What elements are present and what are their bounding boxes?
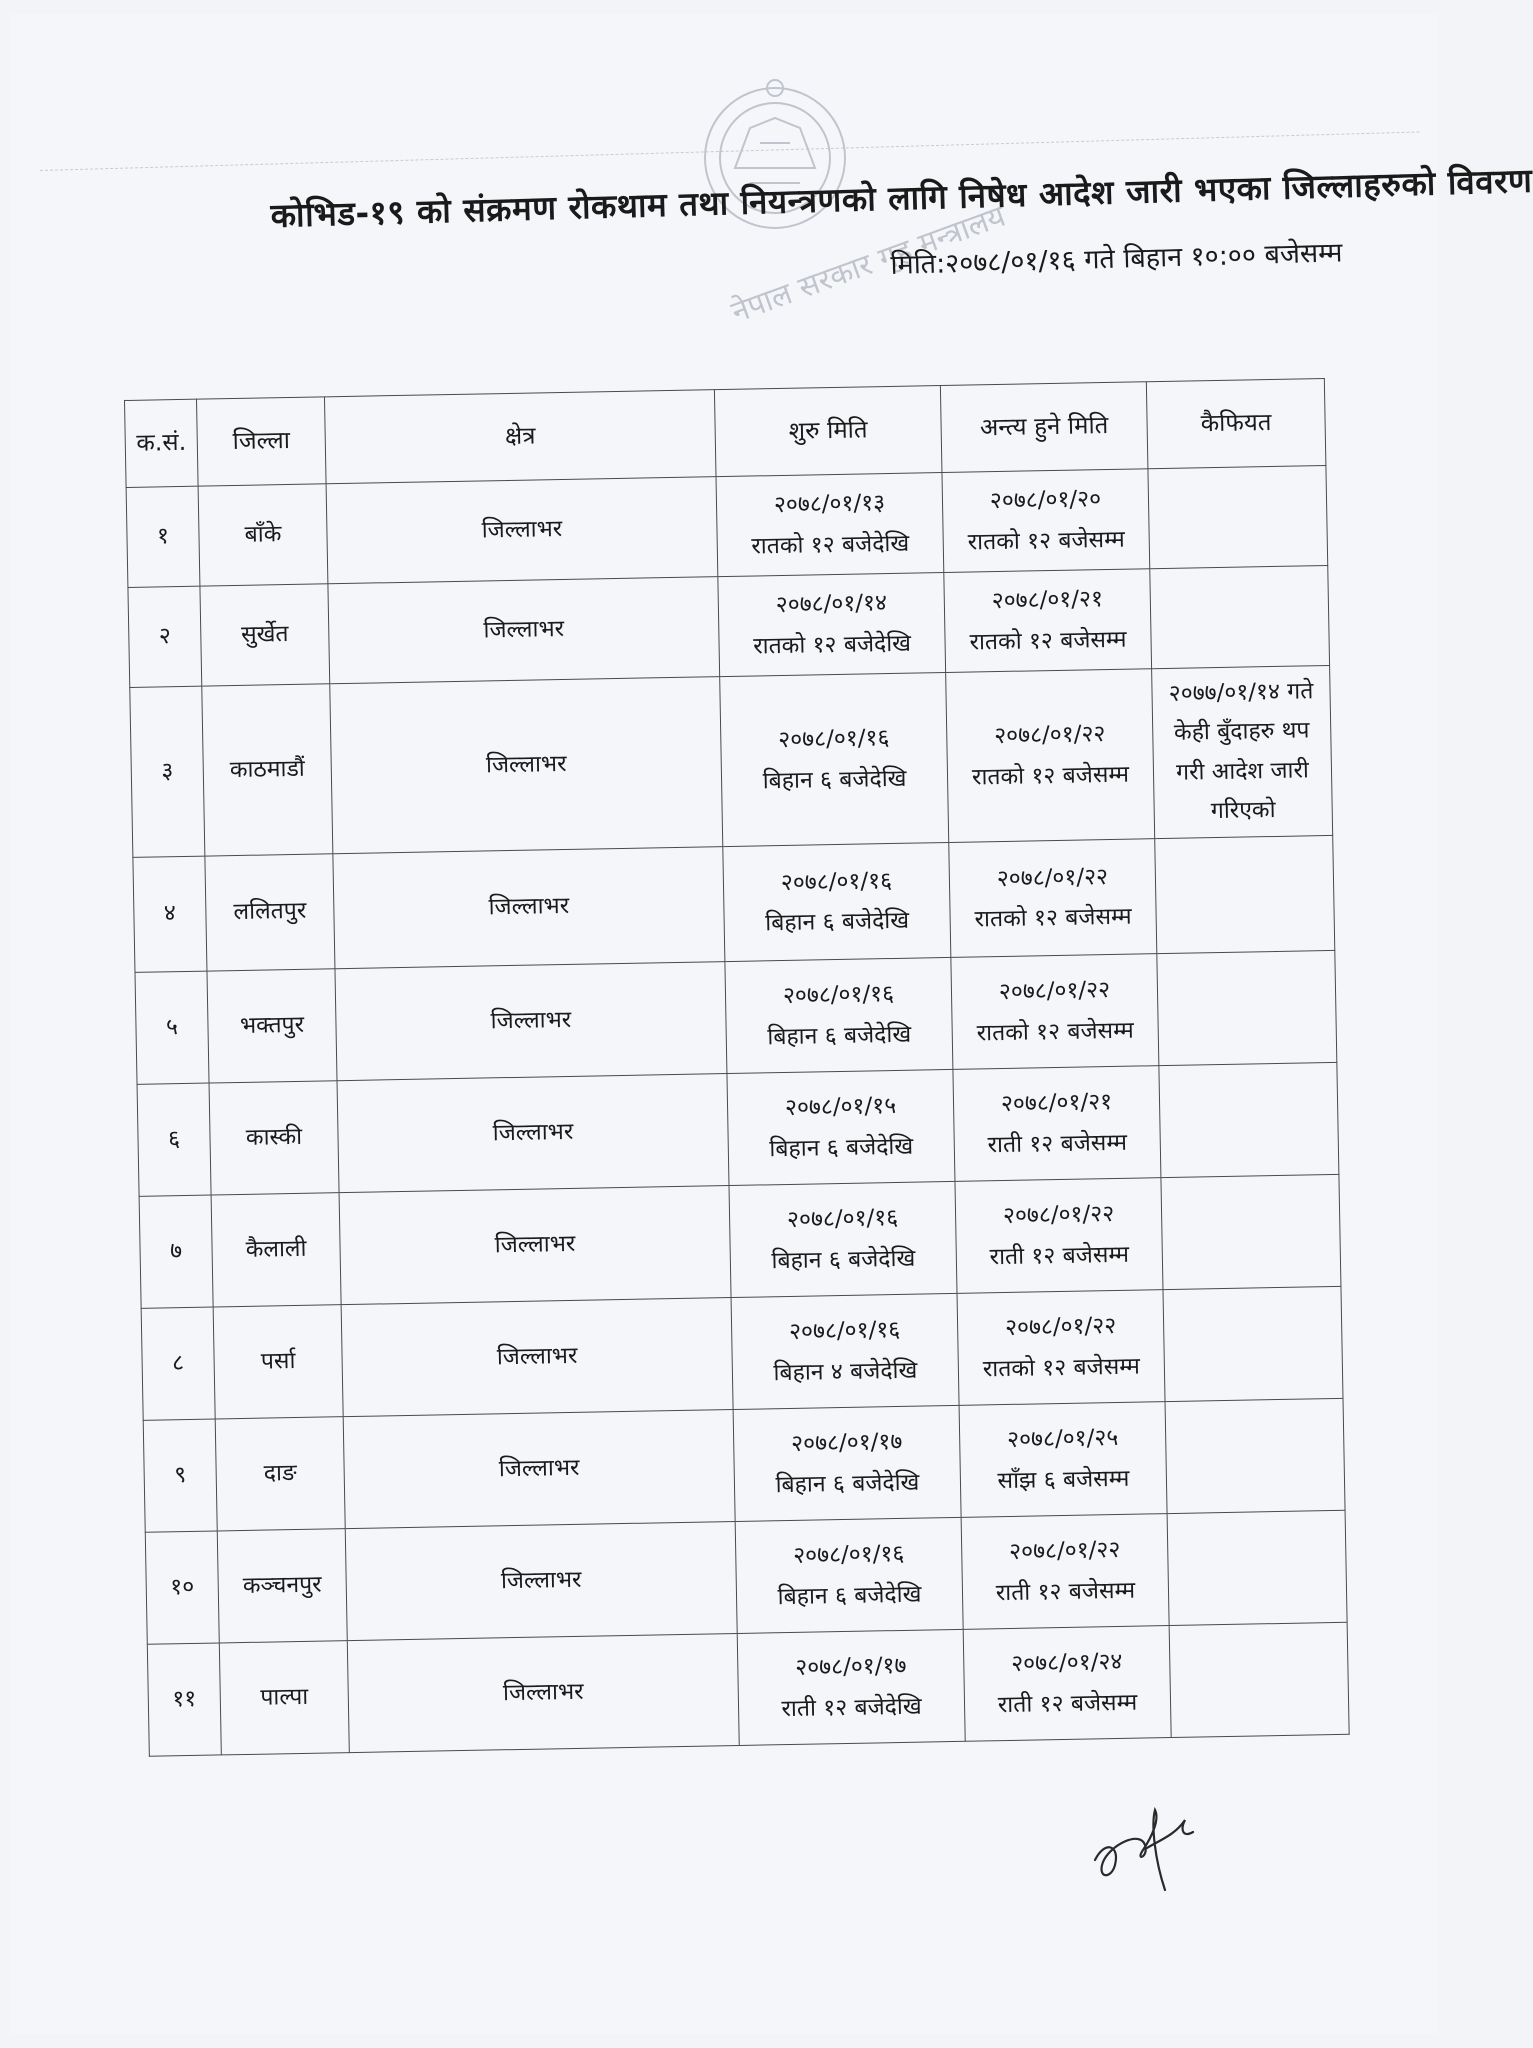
cell-district: पाल्पा: [219, 1641, 349, 1755]
cell-area: जिल्लाभर: [341, 1298, 733, 1417]
cell-end: [942, 469, 1150, 573]
start-date: २०७८/०१/१६: [788, 1317, 901, 1346]
end-date: २०७८/०१/२२: [1008, 1537, 1121, 1566]
cell-district: बाँके: [198, 484, 328, 586]
table-row: [135, 950, 1337, 1084]
cell-start: [737, 1629, 965, 1745]
end-time: रातको १२ बजेसम्म: [971, 761, 1130, 791]
start-time: बिहान ४ बजेदेखि: [773, 1357, 918, 1386]
cell-sn: ६: [137, 1083, 211, 1196]
cell-district: कञ्चनपुर: [217, 1529, 347, 1643]
seal-text: नेपाल सरकार गृह मन्त्रालय: [726, 198, 1011, 331]
cell-district: पर्सा: [213, 1305, 343, 1419]
cell-sn: ११: [147, 1643, 221, 1756]
cell-district: भक्तपुर: [207, 969, 337, 1083]
cell-area: जिल्लाभर: [345, 1521, 737, 1640]
cell-start: [720, 672, 949, 846]
table-row: [130, 665, 1333, 857]
cell-remarks: [1155, 835, 1335, 953]
table-row: [139, 1174, 1341, 1308]
cell-start: [725, 957, 953, 1073]
start-time: बिहान ६ बजेदेखि: [762, 765, 907, 794]
cell-area: जिल्लाभर: [347, 1633, 739, 1752]
table-row: [137, 1062, 1339, 1196]
header-start-date: शुरु मिति: [714, 386, 942, 477]
start-date: २०७८/०१/१६: [786, 1205, 899, 1234]
district-table: [124, 378, 1350, 1757]
cell-start: [723, 842, 951, 961]
end-date: २०७८/०१/२०: [989, 486, 1102, 515]
start-date: २०७८/०१/१६: [792, 1541, 905, 1570]
table-row: [145, 1510, 1347, 1644]
start-time: रातको १२ बजेदेखि: [751, 530, 910, 560]
cell-sn: ३: [130, 686, 205, 857]
end-date: २०७८/०१/२१: [1000, 1089, 1113, 1118]
start-time: बिहान ६ बजेदेखि: [771, 1245, 916, 1274]
district-table-container: [124, 378, 1350, 1757]
cell-district: काठमाडौं: [202, 684, 333, 856]
cell-end: [951, 954, 1159, 1070]
cell-remarks: [1161, 1174, 1341, 1289]
cell-district: कास्की: [209, 1081, 339, 1195]
cell-sn: ८: [141, 1307, 215, 1420]
cell-end: [957, 1290, 1165, 1406]
cell-end: [953, 1066, 1161, 1182]
cell-remarks: [1157, 950, 1337, 1065]
end-time: रातको १२ बजेसम्म: [982, 1353, 1141, 1382]
start-date: २०७८/०१/१६: [782, 981, 895, 1010]
cell-remarks: [1169, 1622, 1349, 1737]
cell-district: कैलाली: [211, 1193, 341, 1307]
cell-area: जिल्लाभर: [330, 677, 723, 854]
end-time: राती १२ बजेसम्म: [995, 1577, 1136, 1606]
cell-start: [727, 1069, 955, 1185]
end-date: २०७८/०१/२२: [998, 977, 1111, 1006]
end-time: राती १२ बजेसम्म: [987, 1129, 1128, 1158]
cell-start: [729, 1181, 957, 1297]
end-date: २०७८/०१/२२: [1004, 1313, 1117, 1342]
start-time: बिहान ६ बजेदेखि: [775, 1469, 920, 1498]
cell-start: [718, 573, 946, 677]
table-body: [126, 465, 1349, 1756]
start-time: बिहान ६ बजेदेखि: [769, 1133, 914, 1162]
start-time: बिहान ६ बजेदेखि: [777, 1581, 922, 1610]
table-row: [143, 1398, 1345, 1532]
end-time: रातको १२ बजेसम्म: [974, 903, 1132, 933]
end-date: २०७८/०१/२४: [1010, 1649, 1123, 1678]
cell-sn: ९: [143, 1419, 217, 1532]
cell-area: जिल्लाभर: [339, 1186, 731, 1305]
cell-remarks: [1159, 1062, 1339, 1177]
header-area: क्षेत्र: [324, 390, 716, 484]
end-time: रातको १२ बजेसम्म: [969, 626, 1127, 656]
cell-area: जिल्लाभर: [333, 847, 725, 969]
table-row: [141, 1286, 1343, 1420]
cell-district: ललितपुर: [205, 854, 335, 971]
end-time: साँझ ६ बजेसम्म: [997, 1465, 1130, 1494]
cell-end: [944, 569, 1152, 673]
cell-remarks: [1165, 1398, 1345, 1513]
start-date: २०७८/०१/१४: [775, 590, 888, 619]
end-date: २०७८/०१/२१: [991, 586, 1104, 615]
cell-area: जिल्लाभर: [337, 1074, 729, 1193]
end-date: २०७८/०१/२२: [993, 721, 1106, 750]
handwritten-signature-icon: [1085, 1790, 1205, 1900]
cell-start: [716, 473, 944, 577]
cell-end: [949, 839, 1157, 958]
cell-end: [961, 1514, 1169, 1630]
cell-start: [733, 1405, 961, 1521]
cell-start: [731, 1293, 959, 1409]
cell-remarks: [1148, 465, 1328, 568]
end-date: २०७८/०१/२५: [1006, 1425, 1119, 1454]
start-time: बिहान ६ बजेदेखि: [767, 1021, 912, 1050]
cell-start: [735, 1517, 963, 1633]
header-district: जिल्ला: [196, 397, 326, 486]
header-end-date: अन्त्य हुने मिति: [940, 382, 1148, 473]
header-sn: क.सं.: [125, 399, 199, 487]
start-date: २०७८/०१/१७: [795, 1653, 907, 1682]
start-date: २०७८/०१/१६: [780, 867, 893, 896]
end-time: राती १२ बजेसम्म: [989, 1241, 1130, 1270]
cell-end: [959, 1402, 1167, 1518]
cell-sn: १: [126, 486, 200, 587]
cell-remarks: [1167, 1510, 1347, 1625]
header-remarks: कैफियत: [1146, 379, 1326, 469]
cell-sn: ४: [133, 856, 207, 972]
cell-end: [963, 1626, 1171, 1742]
cell-remarks: २०७७/०१/१४ गते केही बुँदाहरु थप गरी आदेश जारी गरिएको: [1152, 665, 1333, 838]
cell-remarks: [1150, 565, 1330, 668]
table-row: [147, 1622, 1349, 1756]
cell-remarks: [1163, 1286, 1343, 1401]
cell-district: दाङ: [215, 1417, 345, 1531]
cell-sn: १०: [145, 1531, 219, 1644]
end-date: २०७८/०१/२२: [996, 863, 1109, 892]
cell-area: जिल्लाभर: [326, 477, 718, 584]
cell-area: जिल्लाभर: [328, 577, 720, 684]
end-time: राती १२ बजेसम्म: [997, 1689, 1138, 1718]
cell-area: जिल्लाभर: [343, 1410, 735, 1529]
start-time: बिहान ६ बजेदेखि: [765, 907, 910, 937]
cell-area: जिल्लाभर: [335, 962, 727, 1081]
end-time: रातको १२ बजेसम्म: [976, 1017, 1134, 1046]
cell-sn: ५: [135, 971, 209, 1084]
end-date: २०७८/०१/२२: [1002, 1201, 1115, 1230]
table-row: [133, 835, 1335, 972]
cell-sn: २: [128, 586, 202, 687]
start-time: राती १२ बजेदेखि: [781, 1693, 922, 1722]
cell-end: [955, 1178, 1163, 1294]
start-date: २०७८/०१/१७: [790, 1429, 903, 1458]
end-time: रातको १२ बजेसम्म: [967, 526, 1125, 556]
cell-sn: ७: [139, 1195, 213, 1308]
start-date: २०७८/०१/१५: [784, 1093, 897, 1122]
document-date: मिति:२०७८/०१/१६ गते बिहान १०:०० बजेसम्म: [890, 237, 1343, 281]
cell-district: सुर्खेत: [200, 584, 330, 686]
start-date: २०७८/०१/१३: [773, 490, 886, 519]
start-date: २०७८/०१/१६: [778, 725, 890, 754]
document-title: कोभिड-१९ को संक्रमण रोकथाम तथा नियन्त्रणको लागि निषेध आदेश जारी भएका जिल्लाहरुको विवरण: [270, 160, 1533, 235]
cell-end: [946, 669, 1155, 843]
start-time: रातको १२ बजेदेखि: [752, 630, 912, 660]
